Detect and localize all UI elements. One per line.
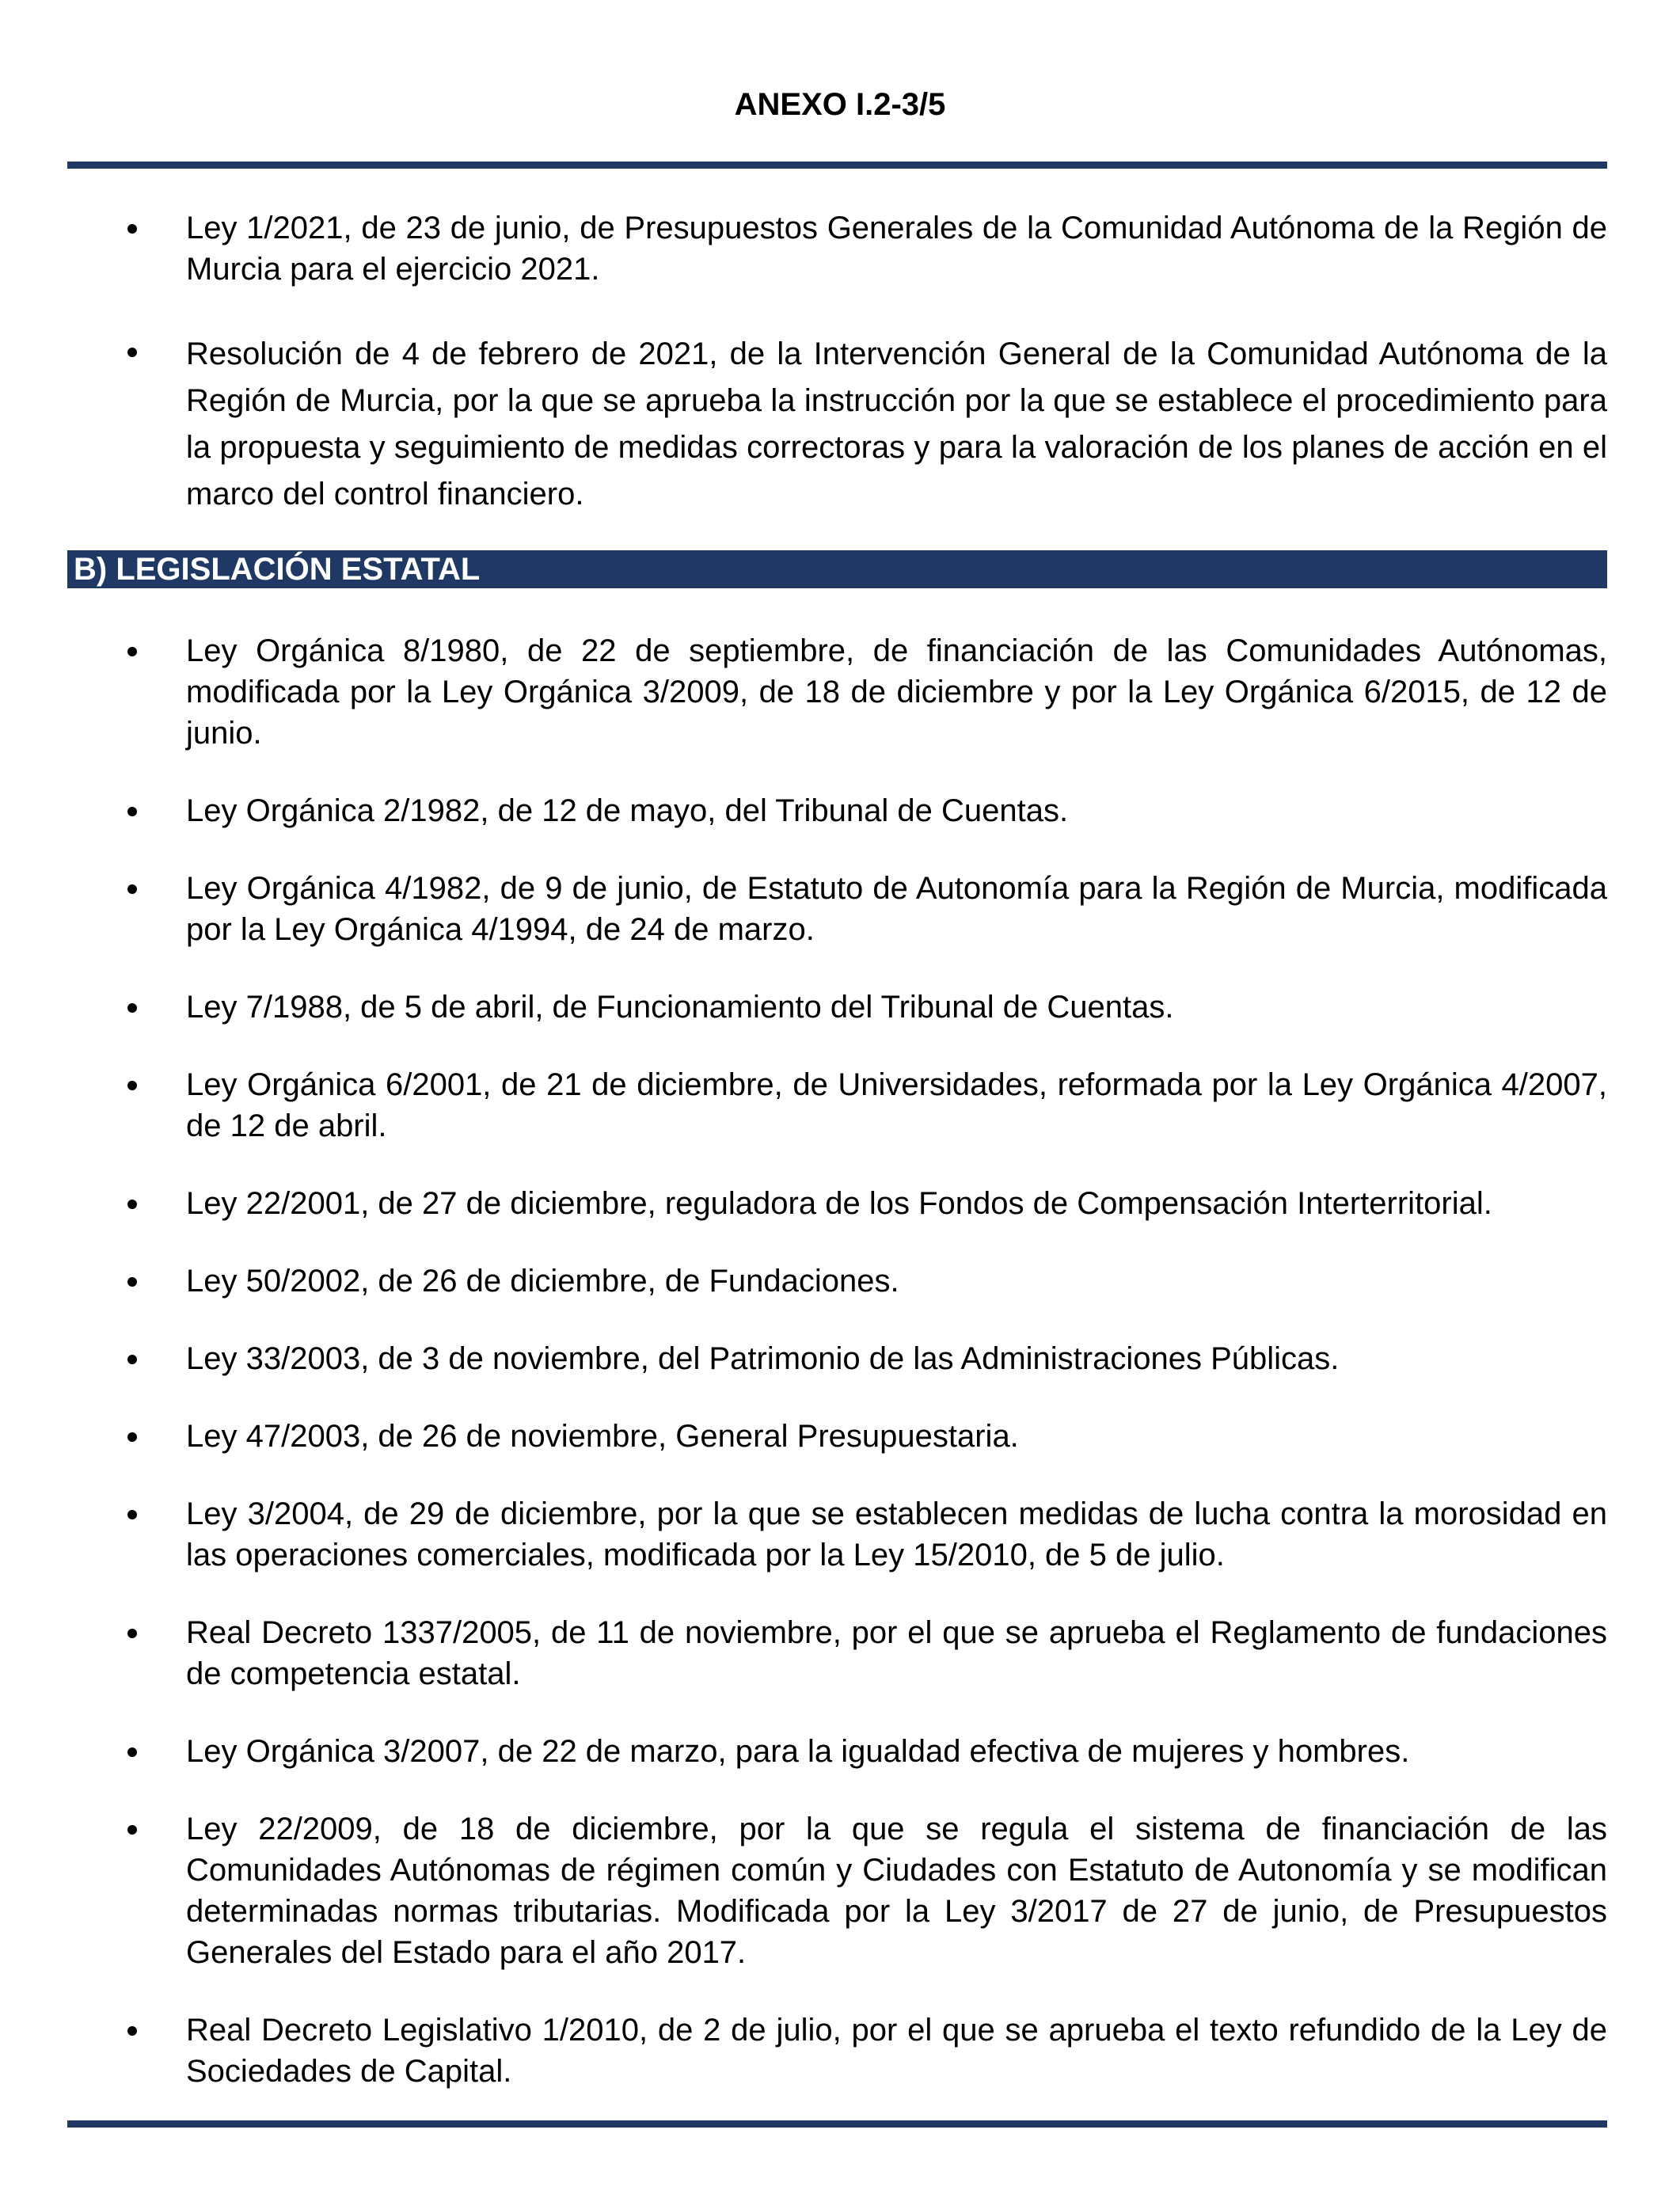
list-item [67, 207, 1607, 290]
page-title: ANEXO I.2-3/5 [734, 87, 946, 122]
list-item [67, 1808, 1607, 1973]
list-item [67, 1064, 1607, 1147]
list-item-text: Ley Orgánica 3/2007, de 22 de marzo, para la igualdad efectiva de mujeres y hombres. [186, 1734, 1410, 1769]
bullet-icon [127, 1747, 137, 1757]
list-item-text: Ley Orgánica 4/1982, de 9 de junio, de Estatuto de Autonomía para la Región de Murcia, modificada por la Ley Orgánica 4/1994, de 24 de marzo. [186, 871, 1607, 947]
bullet-icon [127, 1629, 137, 1638]
list-item-text: Ley 33/2003, de 3 de noviembre, del Patrimonio de las Administraciones Públicas. [186, 1341, 1340, 1376]
bullet-icon [127, 1200, 137, 1209]
bullet-icon [127, 884, 137, 894]
section-heading-legislacion-estatal: B) LEGISLACIÓN ESTATAL [67, 550, 1607, 588]
bullet-icon [127, 348, 137, 357]
list-item [67, 1261, 1607, 1302]
list-item [67, 987, 1607, 1028]
bullet-icon [127, 1510, 137, 1519]
list-item [67, 2010, 1607, 2092]
list-item-text: Ley 1/2021, de 23 de junio, de Presupuestos Generales de la Comunidad Autónoma de la Región de Murcia para el ejercicio 2021. [186, 211, 1607, 287]
bullet-icon [127, 1432, 137, 1442]
list-item [67, 630, 1607, 754]
list-item-text: Ley 3/2004, de 29 de diciembre, por la que se establecen medidas de lucha contra la morosidad en las operaciones comerciales, modificada por la Ley 15/2010, de 5 de julio. [186, 1496, 1607, 1572]
state-legislation-list [67, 630, 1607, 2092]
bullet-icon [127, 1081, 137, 1090]
bullet-icon [127, 1277, 137, 1287]
bullet-icon [127, 647, 137, 656]
list-item-text: Ley 22/2009, de 18 de diciembre, por la que se regula el sistema de financiación de las Comunidades Autónomas de régimen común y Ciudades con Estatuto de Autonomía y se modifican determinadas normas tributarias. Modificada por la Ley 3/2017 de 27 de junio, de Presupuestos Generales del Estado para el año 2017. [186, 1812, 1607, 1970]
list-item [67, 1612, 1607, 1694]
list-item [67, 868, 1607, 950]
regional-legislation-list [67, 207, 1607, 518]
bullet-icon [127, 1825, 137, 1835]
list-item-text: Ley 22/2001, de 27 de diciembre, reguladora de los Fondos de Compensación Interterritorial. [186, 1186, 1492, 1221]
list-item-text: Real Decreto Legislativo 1/2010, de 2 de julio, por el que se aprueba el texto refundido de la Ley de Sociedades de Capital. [186, 2013, 1607, 2089]
footer-divider [67, 2120, 1607, 2128]
list-item-text: Ley 7/1988, de 5 de abril, de Funcionamiento del Tribunal de Cuentas. [186, 990, 1174, 1025]
list-item [67, 1731, 1607, 1772]
list-item [67, 1338, 1607, 1379]
list-item [67, 1416, 1607, 1457]
list-item [67, 790, 1607, 831]
bullet-icon [127, 224, 137, 234]
list-item [67, 1183, 1607, 1224]
header-divider [67, 162, 1607, 169]
list-item-text: Ley Orgánica 6/2001, de 21 de diciembre, de Universidades, reformada por la Ley Orgánica 4/2007, de 12 de abril. [186, 1067, 1607, 1143]
list-item-text: Ley 50/2002, de 26 de diciembre, de Fundaciones. [186, 1264, 899, 1299]
bullet-icon [127, 807, 137, 816]
list-item [67, 331, 1607, 518]
bullet-icon [127, 1355, 137, 1364]
list-item-text: Ley Orgánica 8/1980, de 22 de septiembre, de financiación de las Comunidades Autónomas, modificada por la Ley Orgánica 3/2009, de 18 de diciembre y por la Ley Orgánica 6/2015, de 12 de junio. [186, 633, 1607, 751]
list-item-text: Ley Orgánica 2/1982, de 12 de mayo, del Tribunal de Cuentas. [186, 793, 1069, 828]
list-item-text: Real Decreto 1337/2005, de 11 de noviembre, por el que se aprueba el Reglamento de fundaciones de competencia estatal. [186, 1615, 1607, 1691]
list-item-text: Resolución de 4 de febrero de 2021, de la Intervención General de la Comunidad Autónoma de la Región de Murcia, por la que se aprueba la instrucción por la que se establece el procedimiento para la propuesta y seguimiento de medidas correctoras y para la valoración de los planes de acción en el marco del control financiero. [186, 337, 1607, 511]
bullet-icon [127, 1003, 137, 1013]
list-item-text: Ley 47/2003, de 26 de noviembre, General Presupuestaria. [186, 1419, 1019, 1454]
list-item [67, 1493, 1607, 1576]
bullet-icon [127, 2026, 137, 2036]
